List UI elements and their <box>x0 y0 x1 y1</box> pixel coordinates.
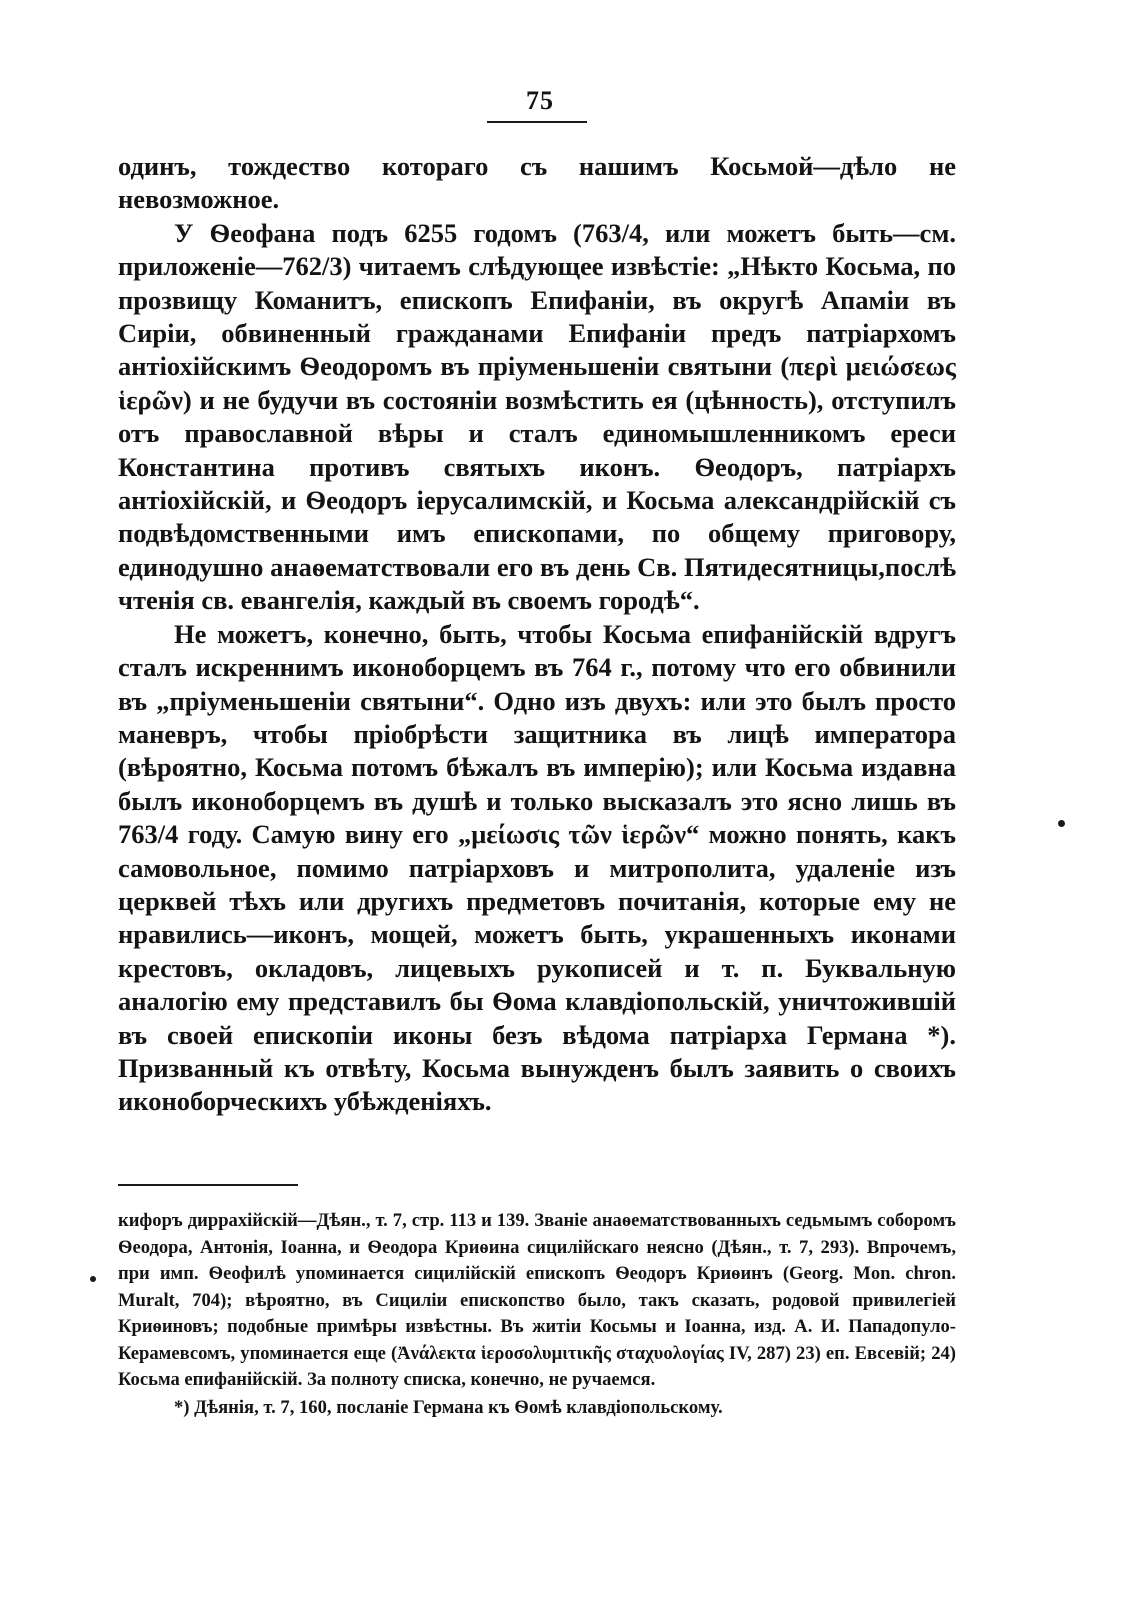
footnote-rule <box>118 1184 298 1186</box>
footnotes <box>118 1208 956 1421</box>
footnote-star: *) Дѣянія, т. 7, 160, посланіе Германа къ Ѳомѣ клавдіопольскому. <box>174 1396 723 1418</box>
main-text <box>118 150 956 1119</box>
page-number: 75 <box>526 86 554 115</box>
paragraph-2: У Ѳеофана подъ 6255 годомъ (763/4, или можетъ быть—см. приложеніе—762/3) читаемъ слѣдующее извѣстіе: „Нѣкто Косьма, по прозвищу Команитъ, епископъ Епифаніи, въ округѣ Апаміи въ Сиріи, обвиненный гражданами Епифаніи предъ патріархомъ антіохійскимъ Ѳеодоромъ въ пріуменьшеніи святыни (περὶ μειώσεως ἱερῶν) и не будучи въ состояніи возмѣстить ея (цѣнность), отступилъ отъ православной вѣры и сталъ единомышленникомъ ереси Константина противъ святыхъ иконъ. Ѳеодоръ, патріархъ антіохійскій, и Ѳеодоръ іерусалимскій, и Косьма александрійскій съ подвѣдомственными имъ епископами, по общему приговору, единодушно анаѳематствовали его въ день Св. Пятидесятницы,послѣ чтенія св. евангелія, каждый въ своемъ городѣ“. <box>118 217 956 616</box>
header-rule <box>487 121 587 123</box>
margin-speck <box>1058 820 1065 827</box>
margin-speck <box>90 1276 96 1282</box>
paragraph-3: Не можетъ, конечно, быть, чтобы Косьма епифанійскій вдругъ сталъ искреннимъ иконоборцемъ въ 764 г., потому что его обвинили въ „пріуменьшеніи святыни“. Одно изъ двухъ: или это былъ просто маневръ, чтобы пріобрѣсти защитника въ лицѣ императора (вѣроятно, Косьма потомъ бѣжалъ въ имперію); или Косьма издавна былъ иконоборцемъ въ душѣ и только высказалъ это ясно лишь въ 763/4 году. Самую вину его „μείωσις τῶν ἱερῶν“ можно понять, какъ самовольное, помимо патріарховъ и митрополита, удаленіе изъ церквей тѣхъ или другихъ предметовъ почитанія, которые ему не нравились—иконъ, мощей, можетъ быть, украшенныхъ иконами крестовъ, окладовъ, лицевыхъ рукописей и т. п. Буквальную аналогію ему представилъ бы Ѳома клавдіопольскій, уничтожившій въ своей епископіи иконы безъ вѣдома патріарха Германа *). Призванный къ отвѣту, Косьма вынужденъ былъ заявить о своихъ иконоборческихъ убѣжденіяхъ. <box>118 618 956 1117</box>
paragraph-1: одинъ, тождество котораго съ нашимъ Косьмой—дѣло не невозможное. <box>118 151 956 215</box>
footnote-continuation: кифоръ диррахійскій—Дѣян., т. 7, стр. 113 и 139. Званіе анаѳематствованныхъ седьмымъ соборомъ Ѳеодора, Антонія, Іоанна, и Ѳеодора Криѳина сицилійскаго неясно (Дѣян., т. 7, 293). Впрочемъ, при имп. Ѳеофилѣ упоминается сицилійскій епископъ Ѳеодоръ Криѳинъ (Georg. Mon. chron. Muralt, 704); вѣроятно, въ Сициліи епископство было, такъ сказать, родовой привилегіей Криѳиновъ; подобные примѣры извѣстны. Въ житіи Косьмы и Іоанна, изд. А. И. Пападопуло-Керамевсомъ, упоминается еще (Ἀνάλεκτα ἱεροσολυμιτικῆς σταχυολογίας IV, 287) 23) еп. Евсевій; 24) Косьма епифанійскій. За полноту списка, конечно, не ручаемся. <box>118 1210 956 1390</box>
